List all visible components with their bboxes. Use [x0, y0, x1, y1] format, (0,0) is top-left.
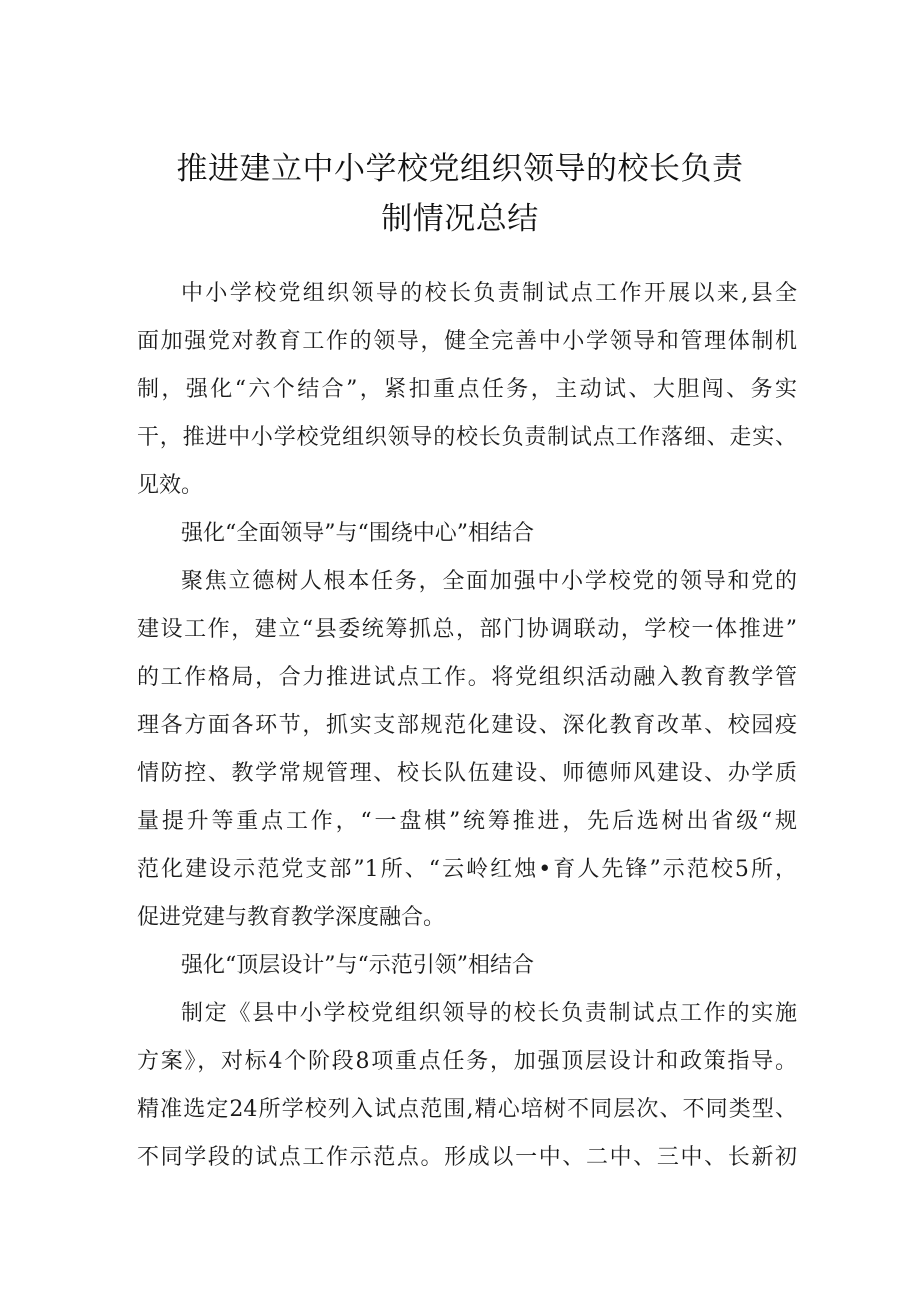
paragraph-line: 干，推进中小学校党组织领导的校长负责制试点工作落细、走实、	[137, 425, 797, 450]
paragraph-line: 不同学段的试点工作示范点。形成以一中、二中、三中、长新初	[137, 1145, 797, 1170]
paragraph-line: 情防控、教学常规管理、校长队伍建设、师德师风建设、办学质	[137, 761, 797, 786]
paragraph-line: 方案》，对标4个阶段8项重点任务，加强顶层设计和政策指导。	[137, 1049, 797, 1074]
document-title-line-2: 制情况总结	[381, 201, 539, 237]
paragraph-line: 制定《县中小学校党组织领导的校长负责制试点工作的实施	[181, 1001, 797, 1026]
paragraph-line: 建设工作，建立“县委统筹抓总，部门协调联动，学校一体推进”	[137, 617, 797, 642]
paragraph-line: 范化建设示范党支部”1所、“云岭红烛•育人先锋”示范校5所，	[137, 857, 797, 882]
paragraph-line: 量提升等重点工作，“一盘棋”统筹推进，先后选树出省级“规	[137, 809, 797, 834]
paragraph-line: 精准选定24所学校列入试点范围,精心培树不同层次、不同类型、	[137, 1097, 797, 1122]
paragraph-line: 制，强化“六个结合”，紧扣重点任务，主动试、大胆闯、务实	[137, 377, 797, 402]
paragraph-line: 理各方面各环节，抓实支部规范化建设、深化教育改革、校园疫	[137, 713, 797, 738]
section-heading: 强化“全面领导”与“围绕中心”相结合	[181, 521, 534, 546]
paragraph-line: 促进党建与教育教学深度融合。	[137, 905, 446, 930]
section-heading: 强化“顶层设计”与“示范引领”相结合	[181, 953, 534, 978]
paragraph-line: 中小学校党组织领导的校长负责制试点工作开展以来,县全	[181, 281, 797, 306]
paragraph-line: 的工作格局，合力推进试点工作。将党组织活动融入教育教学管	[137, 665, 797, 690]
paragraph-line: 见效。	[137, 473, 204, 498]
paragraph-line: 聚焦立德树人根本任务，全面加强中小学校党的领导和党的	[181, 569, 797, 594]
paragraph-line: 面加强党对教育工作的领导，健全完善中小学领导和管理体制机	[137, 329, 797, 354]
document-title-line-1: 推进建立中小学校党组织领导的校长负责	[176, 151, 744, 187]
